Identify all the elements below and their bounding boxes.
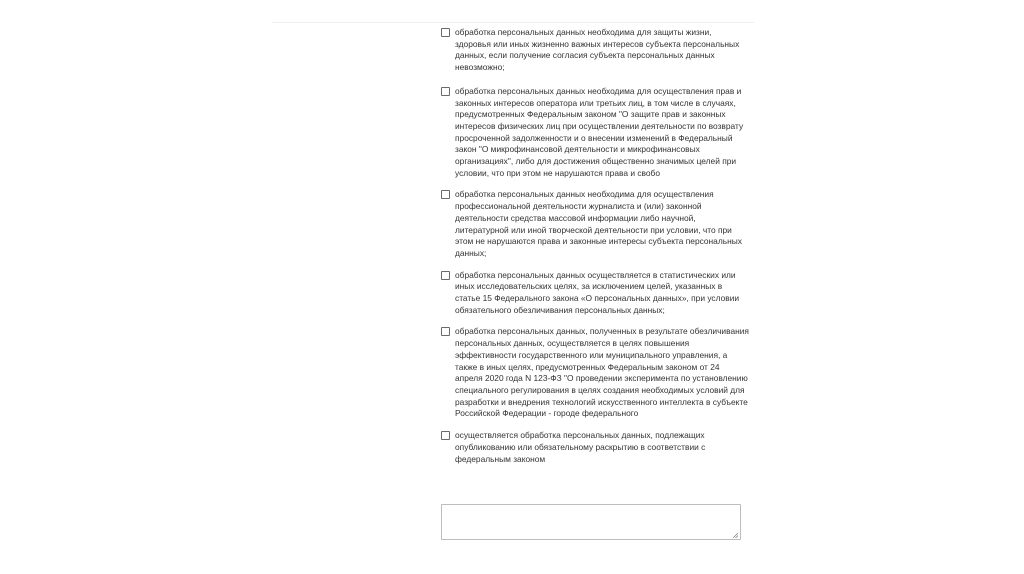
resize-handle-icon[interactable] [732,532,738,538]
checkbox[interactable] [441,431,450,440]
comment-textarea[interactable] [441,504,741,540]
checkbox[interactable] [441,327,450,336]
option-publication [441,430,761,465]
option-label: обработка персональных данных необходима для осуществления прав и законных интересов оператора или третьих лиц, в том числе в случаях, предусмотренных Федеральным законом "О защите прав и законных интересов физических лиц при осуществлении деятельности по возврату просроченной задолженности и о внесении изменений в Федеральный закон "О микрофинансовой деятельности и микрофинансовых организациях", либо для достижения общественно значимых целей при условии, что при этом не нарушаются права и свобо [455,85,744,178]
checkbox[interactable] [441,28,450,37]
checkbox[interactable] [441,87,450,96]
option-label: обработка персональных данных, полученных в результате обезличивания персональных данных, осуществляется в целях повышения эффективности государственного или муниципального управления, а также в иных целях, предусмотренных Федеральным законом от 24 апреля 2020 года N 123-ФЗ "О проведении эксперимента по установлению специального регулирования в целях создания необходимых условий для разработки и внедрения технологий искусственного интеллекта в субъекте Российской Федерации - городе федерального [455,326,749,419]
option-anonymized-data [441,326,761,420]
option-vital-interests [441,27,761,74]
checkbox-list [441,27,761,475]
option-label: осуществляется обработка персональных данных, подлежащих опубликованию или обязательному раскрытию в соответствии с федеральным законом [455,430,706,464]
checkbox[interactable] [441,190,450,199]
option-statistics [441,270,761,317]
option-journalism [441,189,761,259]
option-label: обработка персональных данных необходима для осуществления профессиональной деятельности журналиста и (или) законной деятельности средства массовой информации либо научной, литературной или иной творческой деятельности при условии, что при этом не нарушаются права и законные интересы субъекта персональных данных; [455,189,742,258]
option-label: обработка персональных данных необходима для защиты жизни, здоровья или иных жизненно важных интересов субъекта персональных данных, если получение согласия субъекта персональных данных невозможно; [455,27,740,73]
checkbox[interactable] [441,271,450,280]
top-divider [272,22,754,23]
option-operator-rights [441,86,761,180]
option-label: обработка персональных данных осуществляется в статистических или иных исследовательских целях, за исключением целей, указанных в статье 15 Федерального закона «О персональных данных», при условии обязательного обезличивания персональных данных; [455,269,740,315]
